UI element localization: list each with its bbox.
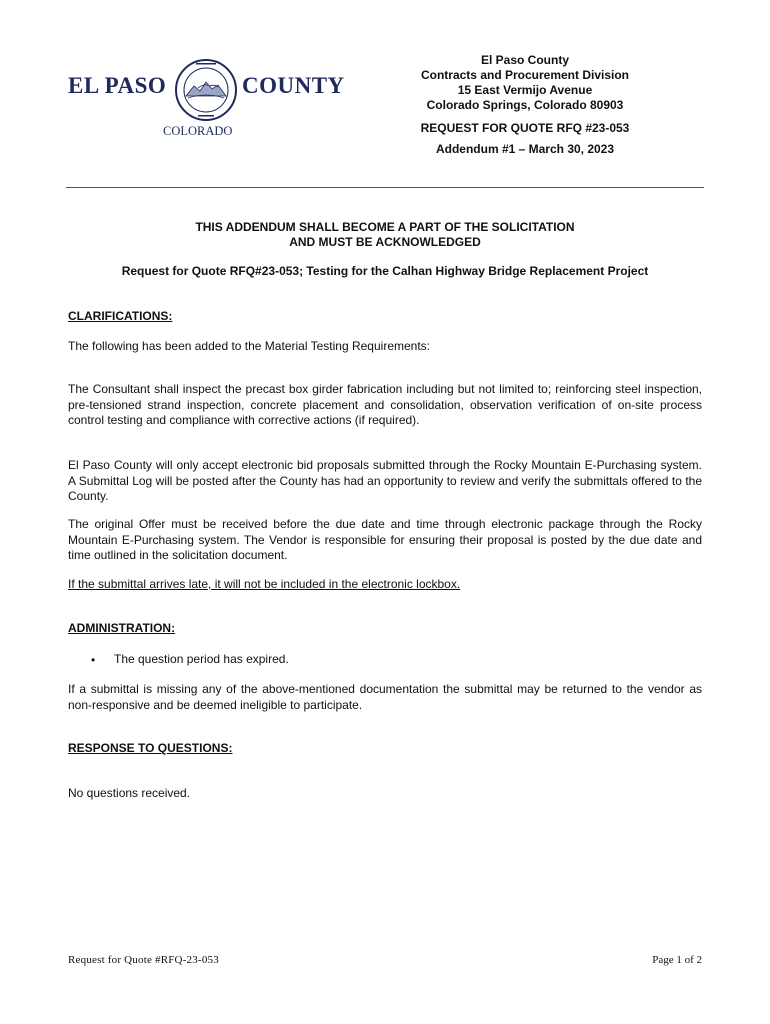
notice-line-2: AND MUST BE ACKNOWLEDGED	[289, 235, 481, 249]
bullet-icon: •	[91, 653, 96, 667]
clarifications-heading: CLARIFICATIONS:	[68, 309, 173, 323]
notice-subject: Request for Quote RFQ#23-053; Testing for the Calhan Highway Bridge Replacement Project	[121, 264, 649, 278]
clarifications-paragraph-2: El Paso County will only accept electronic bid proposals submitted through the Rocky Mountain E-Purchasing system. A Submittal Log will be posted after the County has had an opportunity to review and verify the submittals offered to the County.	[68, 458, 702, 503]
header-address	[405, 53, 645, 113]
header-line: Colorado Springs, Colorado 80903	[426, 98, 624, 112]
footer-rfq: Request for Quote #RFQ-23-053	[68, 954, 219, 966]
addendum-date: Addendum #1 – March 30, 2023	[435, 142, 615, 156]
header-line: El Paso County	[480, 53, 569, 67]
logo-left-word: EL PASO	[68, 73, 167, 98]
clarifications-paragraph-1: The Consultant shall inspect the precast box girder fabrication including but not limited to; reinforcing steel inspection, pre-tensioned strand inspection, concrete placement and consolidation, observation verification of on-site process control testing and compliance with corrective actions (if required).	[68, 382, 702, 427]
clarifications-paragraph-3: The original Offer must be received before the due date and time through electronic package through the Rocky Mountain E-Purchasing system. The Vendor is responsible for ensuring their proposal is posted by the due date and time outlined in the solicitation document.	[68, 517, 702, 562]
administration-paragraph: If a submittal is missing any of the above-mentioned documentation the submittal may be returned to the vendor as non-responsive and be deemed ineligible to participate.	[68, 682, 702, 712]
responses-heading: RESPONSE TO QUESTIONS:	[68, 741, 233, 755]
responses-paragraph: No questions received.	[68, 786, 191, 800]
logo-right-word: COUNTY	[242, 73, 345, 98]
rfq-title: REQUEST FOR QUOTE RFQ #23-053	[420, 121, 630, 135]
header-line: 15 East Vermijo Avenue	[457, 83, 593, 97]
late-submittal-note: If the submittal arrives late, it will not be included in the electronic lockbox.	[68, 577, 461, 591]
county-seal-icon	[174, 58, 238, 122]
page-number: Page 1 of 2	[652, 954, 702, 966]
administration-bullet: The question period has expired.	[114, 652, 289, 666]
administration-heading: ADMINISTRATION:	[68, 621, 176, 635]
notice-title	[66, 220, 704, 250]
logo-subtitle: COLORADO	[163, 124, 233, 138]
clarifications-intro: The following has been added to the Material Testing Requirements:	[68, 339, 430, 353]
header-line: Contracts and Procurement Division	[420, 68, 630, 82]
notice-line-1: THIS ADDENDUM SHALL BECOME A PART OF THE SOLICITATION	[195, 220, 575, 234]
header-divider	[66, 187, 704, 188]
